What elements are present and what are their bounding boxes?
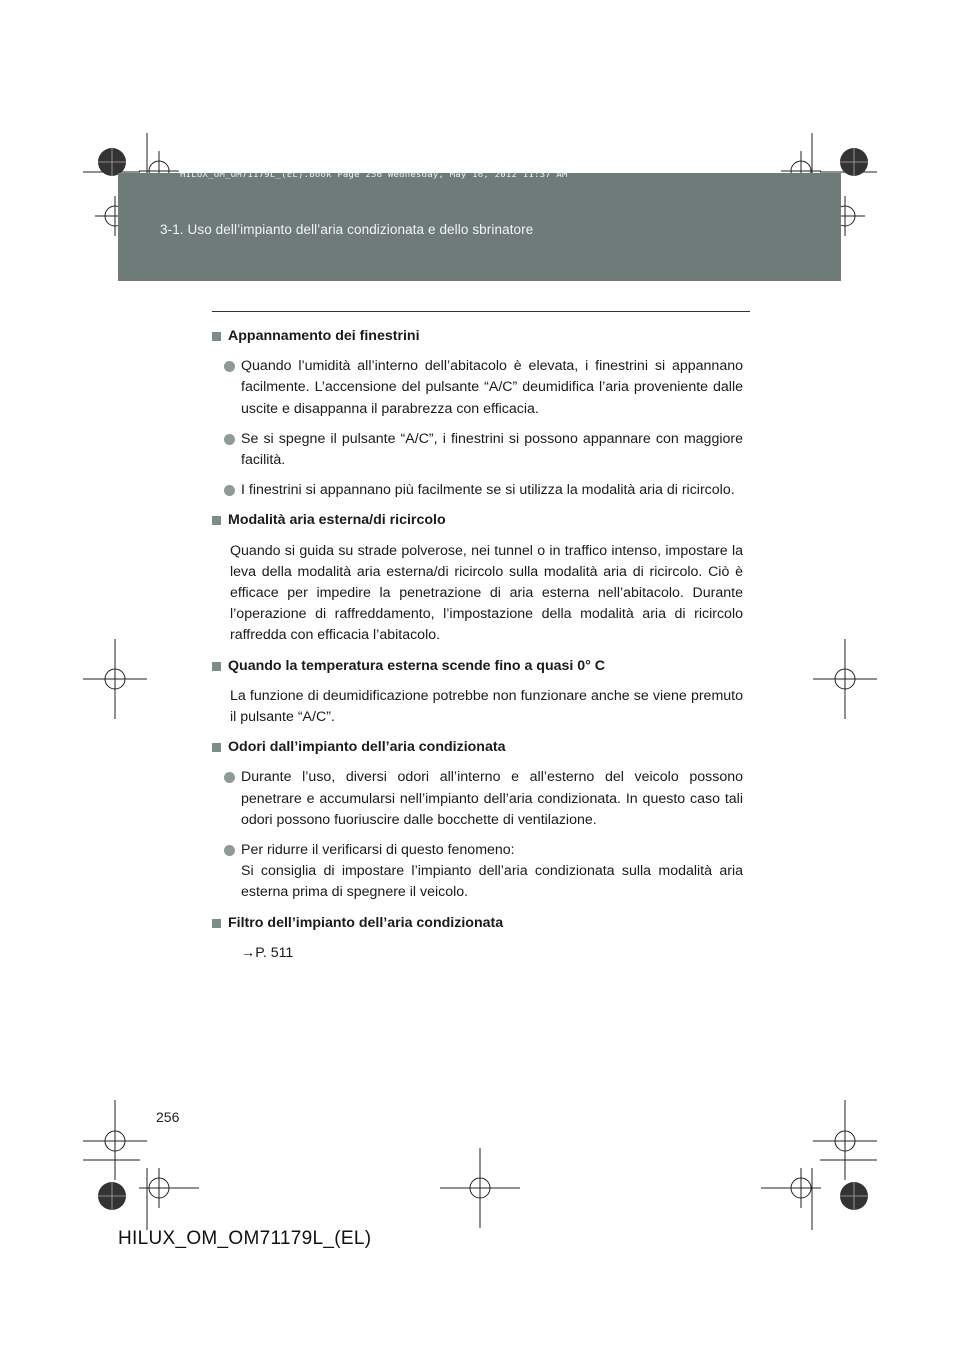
bullet-text-line: Si consiglia di impostare l’impianto dell’aria condizionata sulla modalità aria esterna prima di spegnere il veicolo. <box>241 863 743 901</box>
bullet-item <box>212 840 743 904</box>
circle-bullet-icon <box>224 434 235 445</box>
circle-bullet-icon <box>224 772 235 783</box>
bullet-text: Se si spegne il pulsante “A/C”, i finestrini si possono appannare con maggiore facilità. <box>241 430 743 469</box>
section-heading <box>212 656 743 677</box>
square-bullet-icon <box>212 743 221 752</box>
divider <box>212 311 750 312</box>
section-heading <box>212 326 743 347</box>
circle-bullet-icon <box>224 845 235 856</box>
bullet-text: Quando l’umidità all’interno dell’abitacolo è elevata, i finestrini si appannano facilmente. L’accensione del pulsante “A/C” deumidifica l’aria proveniente dalle uscite e disappanna il parabrezza con efficacia. <box>241 358 743 417</box>
heading-text: Filtro dell’impianto dell’aria condizionata <box>228 914 504 931</box>
bullet-text-line: Per ridurre il verificarsi di questo fenomeno: <box>241 842 515 859</box>
paragraph: Quando si guida su strade polverose, nei tunnel o in traffico intenso, impostare la leva della modalità aria esterna/di ricircolo sulla modalità aria di ricircolo. Ciò è efficace per impedire la penetrazione di aria esterna nell’abitacolo. Durante l’operazione di raffreddamento, l’impostazione della modalità aria di ricircolo raffredda con efficacia l’abitacolo. <box>230 542 743 644</box>
section-title: 3-1. Uso dell’impianto dell’aria condizionata e dello sbrinatore <box>160 222 534 237</box>
page-reference-link[interactable]: →P. 511 <box>241 944 294 961</box>
square-bullet-icon <box>212 516 221 525</box>
heading-text: Quando la temperatura esterna scende fino a quasi 0° C <box>228 657 606 674</box>
section-heading <box>212 913 743 934</box>
print-info: HILUX_OM_OM71179L_(EL).book Page 256 Wednesday, May 16, 2012 11:37 AM <box>180 170 568 180</box>
square-bullet-icon <box>212 332 221 341</box>
bullet-text: Durante l’uso, diversi odori all’interno e all’esterno del veicolo possono penetrare e accumularsi nell’impianto dell’aria condizionata. In questo caso tali odori possono fuoriuscire dalle bocchette di ventilazione. <box>241 769 743 828</box>
page-content <box>212 326 743 973</box>
section-heading <box>212 510 743 531</box>
bullet-text: I finestrini si appannano più facilmente se si utilizza la modalità aria di ricircolo. <box>241 482 735 499</box>
document-code: HILUX_OM_OM71179L_(EL) <box>118 1228 372 1249</box>
paragraph: La funzione di deumidificazione potrebbe non funzionare anche se viene premuto il pulsante “A/C”. <box>230 687 743 726</box>
heading-text: Modalità aria esterna/di ricircolo <box>228 512 446 529</box>
heading-text: Appannamento dei finestrini <box>228 328 420 344</box>
bullet-item <box>212 429 743 471</box>
bullet-item <box>212 767 743 831</box>
heading-text: Odori dall’impianto dell’aria condizionata <box>228 739 506 756</box>
page-number: 256 <box>156 1109 180 1125</box>
square-bullet-icon <box>212 662 221 671</box>
square-bullet-icon <box>212 919 221 928</box>
section-heading <box>212 737 743 758</box>
circle-bullet-icon <box>224 361 235 372</box>
circle-bullet-icon <box>224 485 235 496</box>
bullet-item <box>212 480 743 501</box>
bullet-item <box>212 356 743 420</box>
